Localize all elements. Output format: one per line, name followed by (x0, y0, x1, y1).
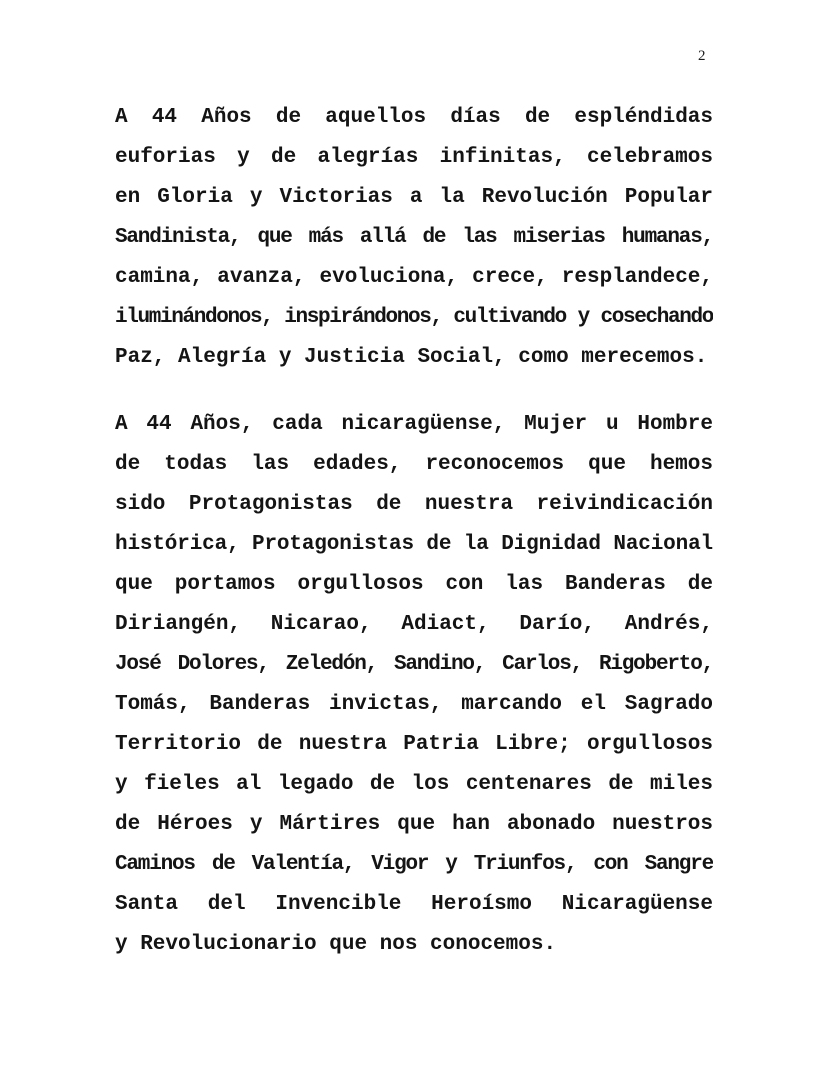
text-line: de Héroes y Mártires que han abonado nuestros (115, 813, 713, 836)
paragraph-2 (115, 405, 713, 965)
text-line: Tomás, Banderas invictas, marcando el Sagrado (115, 693, 713, 716)
text-line: A 44 Años, cada nicaragüense, Mujer u Hombre (115, 413, 713, 436)
text-line: Diriangén, Nicarao, Adiact, Darío, Andrés, (115, 613, 713, 636)
text-line: y Revolucionario que nos conocemos. (115, 933, 557, 956)
text-line: y fieles al legado de los centenares de miles (115, 773, 713, 796)
paragraph-1 (115, 98, 713, 378)
text-line: histórica, Protagonistas de la Dignidad Nacional (115, 533, 713, 556)
text-line: sido Protagonistas de nuestra reivindicación (115, 493, 713, 516)
text-line: Sandinista, que más allá de las miserias humanas, (115, 226, 713, 249)
text-line: A 44 Años de aquellos días de espléndidas (115, 106, 713, 129)
page-number: 2 (698, 48, 706, 64)
text-line: de todas las edades, reconocemos que hemos (115, 453, 713, 476)
text-line: Caminos de Valentía, Vigor y Triunfos, con Sangre (115, 853, 713, 876)
text-line: en Gloria y Victorias a la Revolución Popular (115, 186, 713, 209)
text-line: José Dolores, Zeledón, Sandino, Carlos, Rigoberto, (115, 653, 713, 676)
text-line: camina, avanza, evoluciona, crece, resplandece, (115, 266, 713, 289)
text-line: Santa del Invencible Heroísmo Nicaragüense (115, 893, 713, 916)
text-line: que portamos orgullosos con las Banderas de (115, 573, 713, 596)
text-line: euforias y de alegrías infinitas, celebramos (115, 146, 713, 169)
text-line: iluminándonos, inspirándonos, cultivando y cosechando (115, 306, 713, 329)
text-line: Paz, Alegría y Justicia Social, como merecemos. (115, 346, 708, 369)
text-line: Territorio de nuestra Patria Libre; orgullosos (115, 733, 713, 756)
